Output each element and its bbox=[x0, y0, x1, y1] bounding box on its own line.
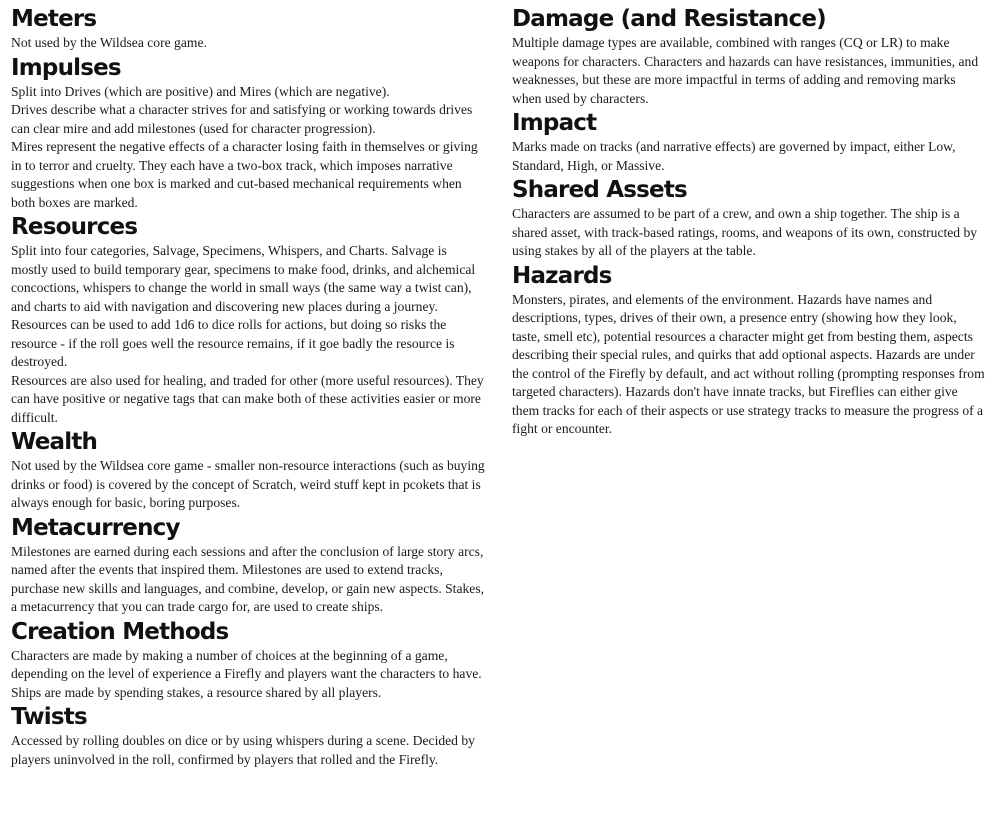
section-metacurrency bbox=[11, 513, 487, 617]
section-heading: Shared Assets bbox=[512, 177, 687, 203]
section-heading: Meters bbox=[11, 6, 97, 32]
section-paragraph: Characters are made by making a number of choices at the beginning of a game, depending on the level of experience a Firefly and players want the characters to have. Ships are made by spending stakes, a resource shared by all players. bbox=[11, 647, 482, 700]
section-heading: Wealth bbox=[11, 429, 98, 455]
section-paragraph: Split into four categories, Salvage, Specimens, Whispers, and Charts. Salvage is mostly used to build temporary gear, specimens to make food, drinks, and alchemical concoctions, whispers to change the world in small ways (the same way a twist can), and charts to aid with navigation and discovering new places during a journey. bbox=[11, 243, 476, 314]
section-heading: Impact bbox=[512, 110, 597, 136]
section-impulses bbox=[11, 53, 487, 213]
section-paragraph: Marks made on tracks (and narrative effects) are governed by impact, either Low, Standard, High, or Massive. bbox=[512, 139, 956, 173]
section-creation-methods bbox=[11, 617, 487, 703]
section-paragraph: Resources are also used for healing, and traded for other (more useful resources). They can have positive or negative tags that can make both of these activities easier or more difficult. bbox=[11, 372, 484, 425]
section-heading: Damage (and Resistance) bbox=[512, 6, 826, 32]
left-column bbox=[11, 4, 487, 769]
section-paragraph: Not used by the Wildsea core game - smaller non-resource interactions (such as buying drinks or food) is covered by the concept of Scratch, weird stuff kept in pcokets that is always enough for basic, boring purposes. bbox=[11, 458, 485, 510]
section-heading: Metacurrency bbox=[11, 514, 180, 541]
section-heading: Creation Methods bbox=[11, 618, 229, 645]
section-paragraph: Multiple damage types are available, combined with ranges (CQ or LR) to make weapons for characters. Characters and hazards can have resistances, immunities, and weaknesses, but these are more impactful in terms of adding and removing marks when used by characters. bbox=[512, 35, 979, 106]
section-shared-assets bbox=[512, 175, 987, 261]
section-paragraph: Not used by the Wildsea core game. bbox=[11, 35, 207, 50]
section-heading: Impulses bbox=[11, 54, 121, 81]
section-paragraph: Milestones are earned during each sessions and after the conclusion of large story arcs, named after the events that inspired them. Milestones are used to extend tracks, purchase new skills and languages, and combine, develop, or gain new aspects. Stakes, a metacurrency that you can trade cargo for, are used to create ships. bbox=[11, 543, 485, 614]
section-paragraph: Accessed by rolling doubles on dice or by using whispers during a scene. Decided by players uninvolved in the roll, confirmed by players that rolled and the Firefly. bbox=[11, 733, 475, 767]
section-paragraph: Monsters, pirates, and elements of the environment. Hazards have names and descriptions, types, drives of their own, a presence entry (showing how they look, taste, smell etc), potential resources a character might get from besting them, aspects describing their special rules, and quirks that add optional aspects. Hazards are under the control of the Firefly by default, and act without rolling (prompting responses from targeted characters). Hazards don't have innate tracks, but Fireflies can either give them tracks for each of their aspects or use strategy tracks to measure the progress of a fight or encounter. bbox=[512, 291, 985, 436]
section-twists bbox=[11, 702, 487, 769]
section-wealth bbox=[11, 427, 487, 513]
section-paragraph: Resources can be used to add 1d6 to dice rolls for actions, but doing so risks the resource - if the roll goes well the resource remains, if it goe badly the resource is destroyed. bbox=[11, 317, 455, 369]
section-heading: Hazards bbox=[512, 262, 612, 289]
section-heading: Twists bbox=[11, 704, 87, 730]
section-paragraph: Mires represent the negative effects of a character losing faith in themselves or giving in to terror and cruelty. They each have a two-box track, which imposes narrative suggestions when one box is marked and cut-based mechanical requirements when both boxes are marked. bbox=[11, 139, 478, 210]
right-column bbox=[512, 4, 987, 439]
section-heading: Resources bbox=[11, 214, 138, 240]
section-paragraph: Drives describe what a character strives for and satisfying or working towards drives can clear mire and add milestones (used for character progression). bbox=[11, 102, 473, 136]
section-paragraph: Characters are assumed to be part of a crew, and own a ship together. The ship is a shared asset, with track-based ratings, rooms, and weapons of its own, constructed by using stakes by all of the players at the table. bbox=[512, 206, 978, 258]
section-impact bbox=[512, 108, 987, 175]
section-hazards bbox=[512, 261, 987, 439]
section-meters bbox=[11, 4, 487, 53]
section-damage-resistance bbox=[512, 4, 987, 108]
section-resources bbox=[11, 212, 487, 427]
section-paragraph: Split into Drives (which are positive) and Mires (which are negative). bbox=[11, 83, 390, 99]
